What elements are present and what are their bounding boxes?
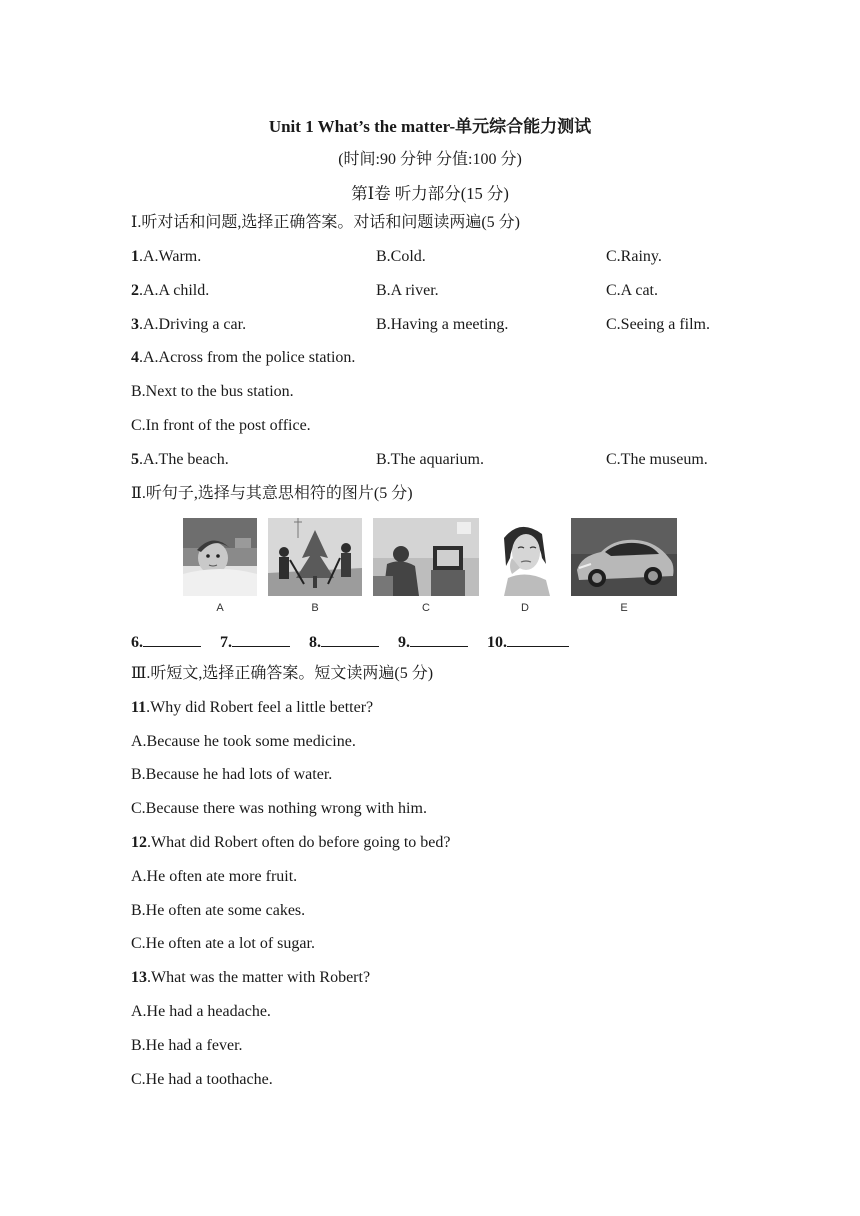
q1-option-c: C.Rainy.	[606, 248, 662, 265]
section3-heading: Ⅲ.听短文,选择正确答案。短文读两遍(5 分)	[131, 665, 434, 682]
q12-option-c: C.He often ate a lot of sugar.	[131, 935, 315, 952]
q13-option-c: C.He had a toothache.	[131, 1071, 273, 1088]
picture-c-watching-tv	[373, 518, 479, 596]
page-title: Unit 1 What’s the matter-单元综合能力测试	[268, 117, 592, 136]
answer-blank-7[interactable]: 7.	[220, 634, 290, 651]
picture-a-sick-child	[183, 518, 257, 596]
q11-option-b: B.Because he had lots of water.	[131, 766, 333, 783]
q11-option-a: A.Because he took some medicine.	[131, 733, 356, 750]
answer-blank-8[interactable]: 8.	[309, 634, 379, 651]
answer-blank-9[interactable]: 9.	[398, 634, 468, 651]
answer-blank-10[interactable]: 10.	[487, 634, 569, 651]
q5-option-b: B.The aquarium.	[376, 451, 484, 468]
part-heading: 第Ⅰ卷 听力部分(15 分)	[351, 184, 509, 203]
picture-label-b: B	[311, 602, 319, 614]
q3-option-c: C.Seeing a film.	[606, 316, 710, 333]
q2-option-b: B.A river.	[376, 282, 439, 299]
q1-option-a: 1.A.Warm.	[131, 248, 202, 265]
picture-label-c: C	[422, 602, 430, 614]
q13-stem: 13.What was the matter with Robert?	[131, 969, 371, 986]
q12-option-a: A.He often ate more fruit.	[131, 868, 298, 885]
q5-option-c: C.The museum.	[606, 451, 708, 468]
answer-blanks-row	[131, 631, 584, 653]
q3-option-b: B.Having a meeting.	[376, 316, 509, 333]
picture-b-planting-trees	[268, 518, 362, 596]
q11-stem: 11.Why did Robert feel a little better?	[131, 699, 374, 716]
q13-option-a: A.He had a headache.	[131, 1003, 271, 1020]
q2-option-a: 2.A.A child.	[131, 282, 210, 299]
q1-option-b: B.Cold.	[376, 248, 426, 265]
q4-option-b: B.Next to the bus station.	[131, 383, 294, 400]
picture-label-d: D	[521, 602, 529, 614]
picture-e-car	[571, 518, 677, 596]
q2-option-c: C.A cat.	[606, 282, 658, 299]
q5-option-a: 5.A.The beach.	[131, 451, 229, 468]
answer-blank-6[interactable]: 6.	[131, 634, 201, 651]
section2-heading: Ⅱ.听句子,选择与其意思相符的图片(5 分)	[131, 485, 413, 502]
q12-stem: 12.What did Robert often do before going to bed?	[131, 834, 451, 851]
section1-heading: Ⅰ.听对话和问题,选择正确答案。对话和问题读两遍(5 分)	[131, 214, 520, 231]
picture-d-toothache	[490, 518, 560, 596]
exam-meta: (时间:90 分钟 分值:100 分)	[338, 151, 522, 168]
q4-option-c: C.In front of the post office.	[131, 417, 311, 434]
q4-option-a: 4.A.Across from the police station.	[131, 349, 356, 366]
q3-option-a: 3.A.Driving a car.	[131, 316, 247, 333]
q11-option-c: C.Because there was nothing wrong with him.	[131, 800, 427, 817]
q13-option-b: B.He had a fever.	[131, 1037, 243, 1054]
q12-option-b: B.He often ate some cakes.	[131, 902, 306, 919]
picture-label-a: A	[216, 602, 224, 614]
picture-label-e: E	[620, 602, 628, 614]
